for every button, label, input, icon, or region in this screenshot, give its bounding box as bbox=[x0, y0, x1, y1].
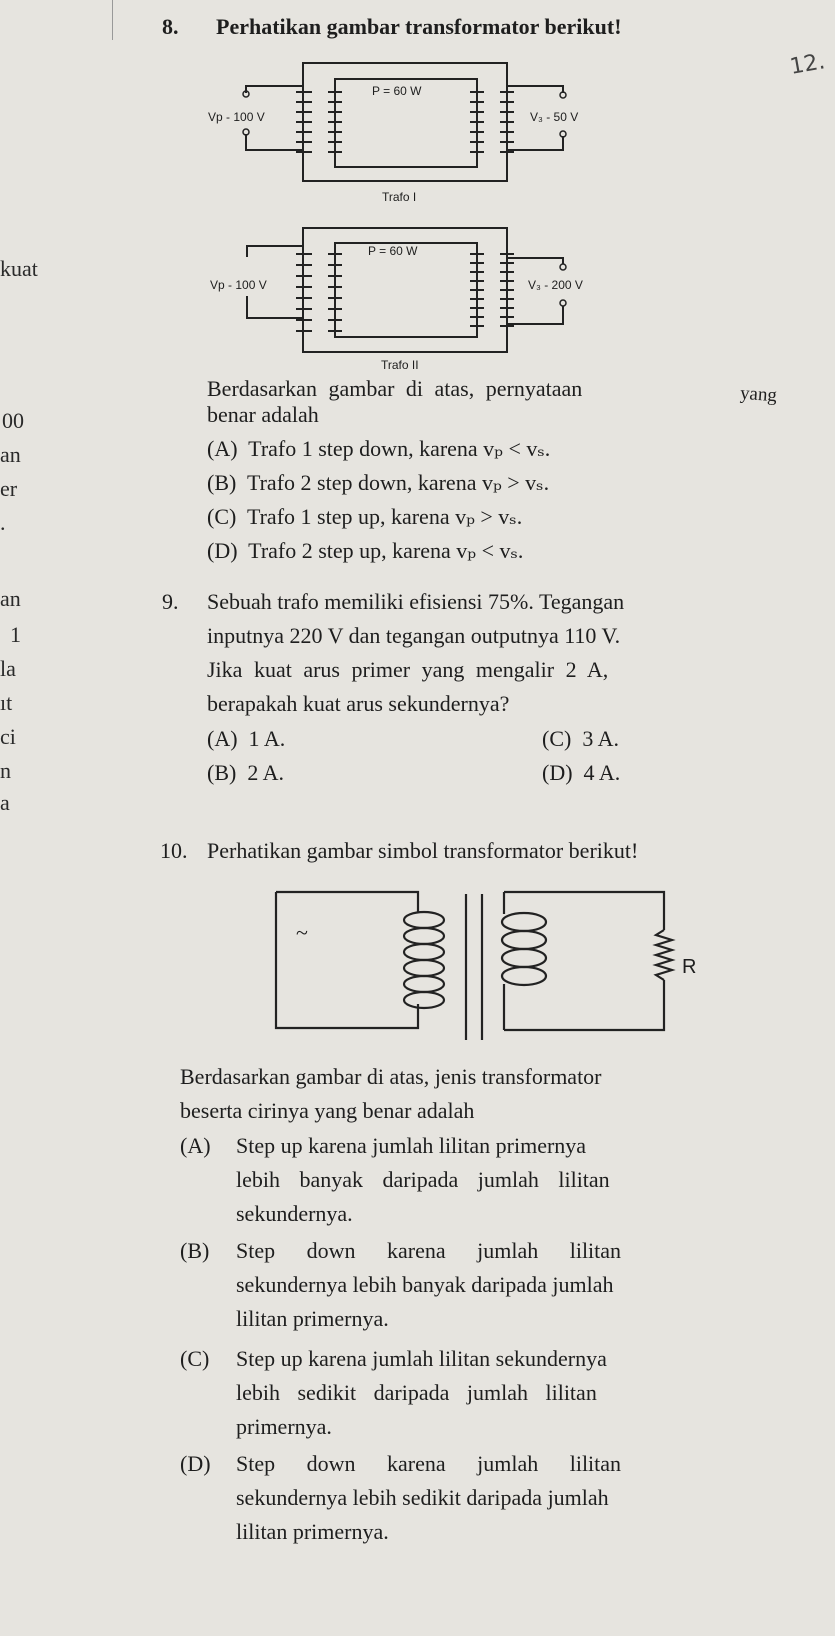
left-fragment: a bbox=[0, 790, 10, 815]
q9-line2: inputnya 220 V dan tegangan outputnya 110 V. bbox=[207, 623, 621, 648]
q8-option-b-label: (B) bbox=[207, 470, 237, 495]
trafo-1-caption: Trafo I bbox=[382, 190, 417, 204]
trafo-2-vp: Vp - 100 V bbox=[210, 278, 267, 292]
q10-option-b-line1: Step down karena jumlah lilitan bbox=[236, 1238, 622, 1263]
trafo-2-vs: V₃ - 200 V bbox=[528, 278, 583, 292]
q8-option-a-text: Trafo 1 step down, karena vₚ < vₛ. bbox=[248, 436, 551, 461]
q8-option-a[interactable] bbox=[207, 436, 550, 462]
trafo-1-vs: V₃ - 50 V bbox=[530, 110, 579, 124]
left-fragment: ci bbox=[0, 724, 16, 749]
q9-line1: Sebuah trafo memiliki efisiensi 75%. Tegangan bbox=[207, 589, 625, 614]
q10-option-c-line2: lebih sedikit daripada jumlah lilitan bbox=[236, 1380, 597, 1405]
q9-option-d-text: 4 A. bbox=[583, 760, 621, 785]
q10-title: Perhatikan gambar simbol transformator berikut! bbox=[207, 838, 639, 863]
q10-stem-line1: Berdasarkan gambar di atas, jenis transformator bbox=[180, 1064, 602, 1089]
q10-option-d-label: (D) bbox=[180, 1451, 211, 1476]
q10-option-d-line3: lilitan primernya. bbox=[236, 1519, 389, 1544]
left-fragment: n bbox=[0, 758, 11, 783]
q8-stem-line1: Berdasarkan gambar di atas, pernyataan bbox=[207, 376, 583, 401]
q10-option-c-line1: Step up karena jumlah lilitan sekundernya bbox=[236, 1346, 607, 1371]
q8-option-d[interactable] bbox=[207, 538, 523, 564]
q10-number: 10. bbox=[160, 838, 188, 863]
q9-option-b-label: (B) bbox=[207, 760, 237, 785]
q9-option-b[interactable] bbox=[207, 760, 284, 786]
q8-stem-line2: benar adalah bbox=[207, 402, 319, 427]
ac-source-symbol: ~ bbox=[296, 920, 308, 945]
left-fragment: an bbox=[0, 442, 21, 467]
q9-option-c-label: (C) bbox=[542, 726, 572, 751]
q8-option-b[interactable] bbox=[207, 470, 549, 496]
q10-option-b-line3: lilitan primernya. bbox=[236, 1306, 389, 1331]
left-fragment: er bbox=[0, 476, 18, 501]
trafo-2-power: P = 60 W bbox=[368, 244, 418, 258]
q10-option-d-line1: Step down karena jumlah lilitan bbox=[236, 1451, 622, 1476]
q10-option-c-label: (C) bbox=[180, 1346, 210, 1371]
q8-option-c-label: (C) bbox=[207, 504, 237, 529]
q8-option-d-label: (D) bbox=[207, 538, 238, 563]
trafo-1-vp: Vp - 100 V bbox=[208, 110, 265, 124]
q8-number: 8. bbox=[162, 14, 179, 39]
q10-option-a-line2: lebih banyak daripada jumlah lilitan bbox=[236, 1167, 610, 1192]
q8-option-c-text: Trafo 1 step up, karena vₚ > vₛ. bbox=[246, 504, 523, 529]
q9-option-d-label: (D) bbox=[542, 760, 573, 785]
q10-option-b-label: (B) bbox=[180, 1238, 210, 1263]
q10-option-b-line2: sekundernya lebih banyak daripada jumlah bbox=[236, 1272, 614, 1297]
transformer-symbol-diagram bbox=[0, 880, 835, 1080]
q10-option-d-line2: sekundernya lebih sedikit daripada jumlah bbox=[236, 1485, 609, 1510]
left-fragment: 1 bbox=[10, 622, 21, 647]
q8-option-d-text: Trafo 2 step up, karena vₚ < vₛ. bbox=[248, 538, 524, 563]
q9-line4: berapakah kuat arus sekundernya? bbox=[207, 691, 510, 716]
q10-stem-line2: beserta cirinya yang benar adalah bbox=[180, 1098, 475, 1123]
q10-option-a-label: (A) bbox=[180, 1133, 211, 1158]
q10-option-c-line3: primernya. bbox=[236, 1414, 332, 1439]
q8-option-a-label: (A) bbox=[207, 436, 238, 461]
trafo-2-caption: Trafo II bbox=[381, 358, 419, 372]
q9-line3: Jika kuat arus primer yang mengalir 2 A, bbox=[207, 657, 609, 682]
left-fragment: 00 bbox=[2, 408, 24, 433]
q9-option-c-text: 3 A. bbox=[582, 726, 620, 751]
q8-title: Perhatikan gambar transformator berikut! bbox=[216, 14, 622, 39]
q10-option-a-line1: Step up karena jumlah lilitan primernya bbox=[236, 1133, 587, 1158]
left-fragment: kuat bbox=[0, 256, 38, 281]
left-fragment: . bbox=[0, 510, 6, 535]
q8-option-c[interactable] bbox=[207, 504, 522, 530]
q9-option-a-label: (A) bbox=[207, 726, 238, 751]
q9-option-a[interactable] bbox=[207, 726, 285, 752]
left-fragment: an bbox=[0, 586, 21, 611]
q9-option-c[interactable] bbox=[542, 726, 619, 752]
q8-stem-yang: yang bbox=[739, 382, 778, 407]
resistor-label: R bbox=[682, 956, 697, 978]
left-fragment: la bbox=[0, 656, 16, 681]
q8-option-b-text: Trafo 2 step down, karena vₚ > vₛ. bbox=[246, 470, 550, 495]
left-fragment: ıt bbox=[0, 690, 13, 715]
trafo-1-power: P = 60 W bbox=[372, 84, 422, 98]
handwritten-note: 12. bbox=[788, 49, 827, 80]
q9-option-b-text: 2 A. bbox=[247, 760, 285, 785]
q9-number: 9. bbox=[162, 589, 179, 614]
q10-option-a-line3: sekundernya. bbox=[236, 1201, 353, 1226]
q9-option-d[interactable] bbox=[542, 760, 620, 786]
q9-option-a-text: 1 A. bbox=[248, 726, 286, 751]
trafo-1-diagram bbox=[0, 0, 835, 420]
